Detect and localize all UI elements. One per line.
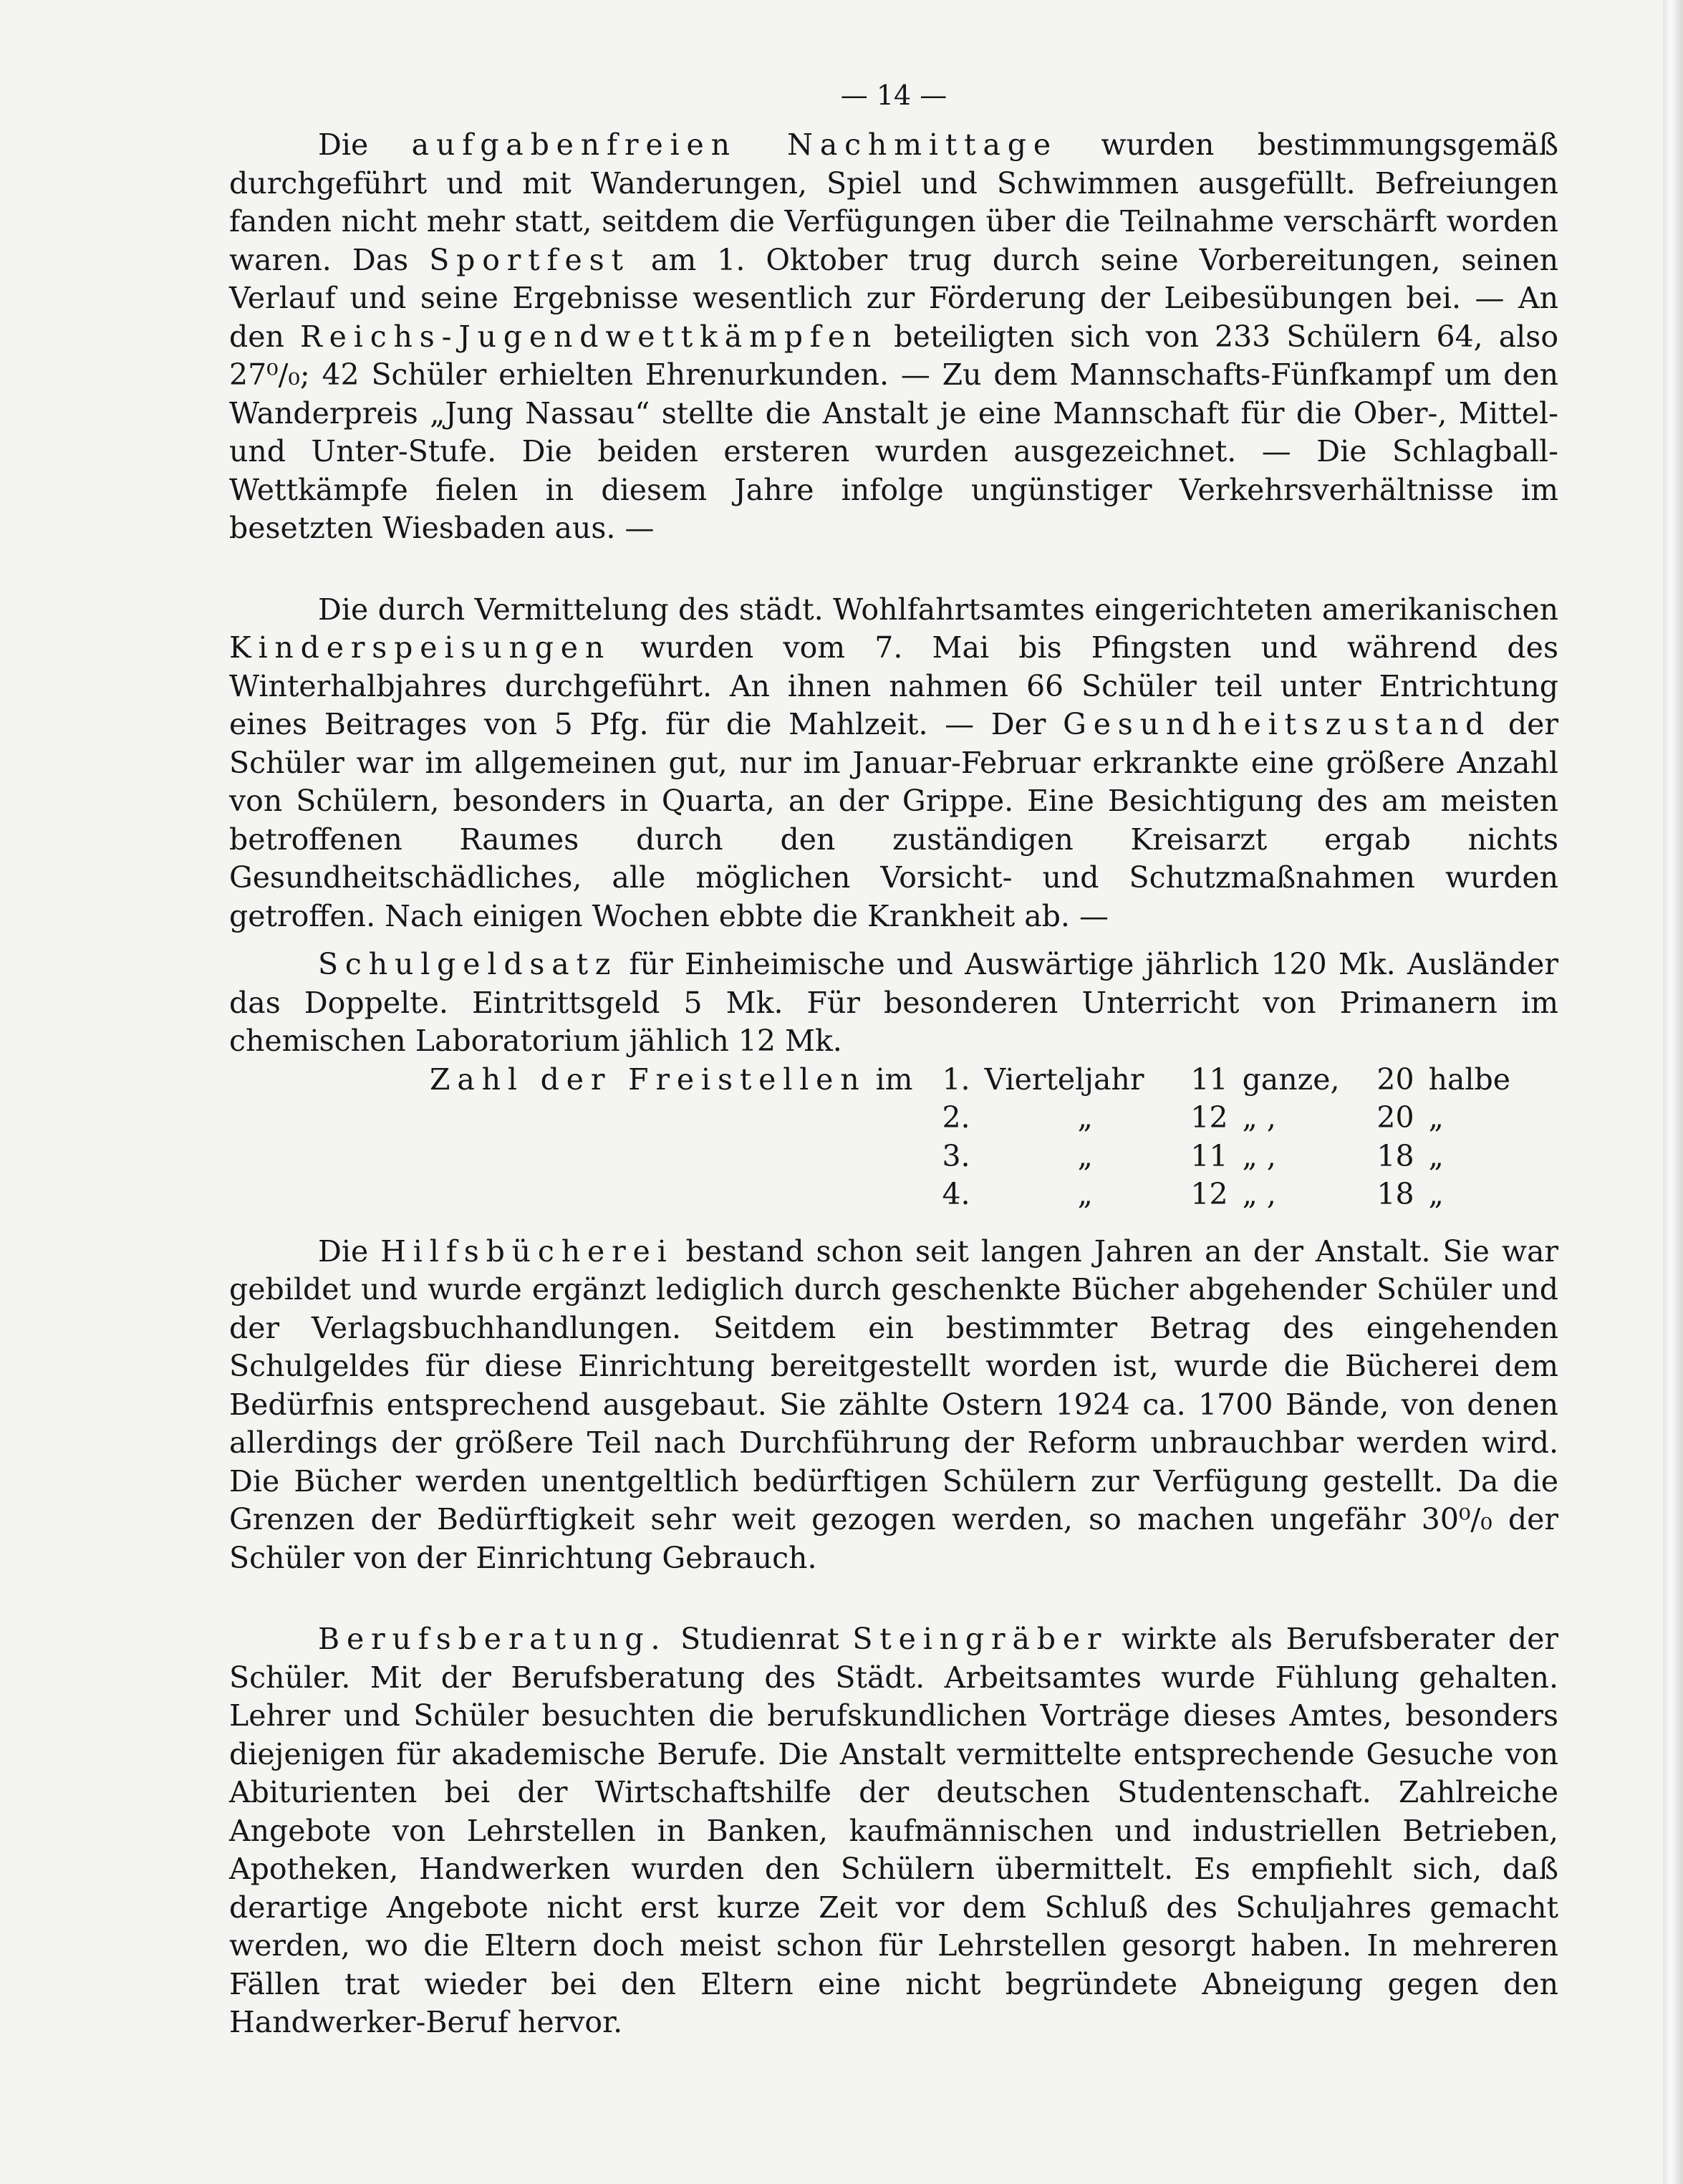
full-places-count: 12 — [1190, 1100, 1228, 1135]
p1-spaced-reichs-jugendwettkaempfe: Reichs-Jugendwettkämpfen — [299, 319, 879, 354]
p1-text-4: beteiligten sich von 233 Schülern 64, also 27⁰/₀; 42 Schüler erhielten Ehrenurkunden. — Zu dem Mannschafts-Fünfkampf um den Wanderpreis „Jung Nassau“ stellte die Anstalt je eine Mannschaft für die Ober-, Mittel- und Unter-Stufe. Die beiden ersteren wurden ausgezeichnet. — Die Schlagball-Wettkämpfe fielen in diesem Jahre infolge ungünstiger Verkehrsverhältnisse im besetzten Wiesbaden aus. — — [229, 319, 1559, 545]
p5-text-2: wirkte als Berufsberater der Schüler. Mit der Berufsberatung des Städt. Arbeitsamtes wurde Fühlung gehalten. Lehrer und Schüler besuchten die berufskundlichen Vorträge dieses Amtes, besonders diejenigen für akademische Berufe. Die Anstalt vermittelte entsprechende Gesuche von Abiturienten bei der Wirtschaftshilfe der deutschen Studentenschaft. Zahlreiche Angebote von Lehrstellen in Banken, kaufmännischen und industriellen Betrieben, Apotheken, Handwerken wurden den Schülern übermittelt. Es empfiehlt sich, daß derartige Angebote nicht erst kurze Zeit vor dem Schluß des Schuljahres gemacht werden, wo die Eltern doch meist schon für Lehrstellen gesorgt haben. In mehreren Fällen trat wieder bei den Eltern eine nicht begründete Abneigung gegen den Handwerker-Beruf hervor. — [229, 1622, 1558, 2039]
half-places-count: 20 — [1376, 1100, 1414, 1135]
freistellen-row — [423, 1099, 1518, 1137]
p1-spaced-sportfest: Sportfest — [429, 242, 630, 277]
full-places-count: 11 — [1190, 1062, 1228, 1097]
half-places-unit: „ — [1428, 1100, 1444, 1135]
paragraph-kinderspeisungen — [229, 591, 1558, 936]
full-places-count: 12 — [1190, 1177, 1228, 1211]
quarter-number: 4. — [942, 1177, 970, 1211]
p2-spaced-kinderspeisungen: Kinderspeisungen — [229, 630, 612, 665]
quarter-unit: „ — [1077, 1177, 1093, 1211]
p3-spaced-schulgeldsatz: Schulgeldsatz — [318, 947, 618, 981]
quarter-unit: „ — [1077, 1138, 1093, 1173]
p5-spaced-berufsberatung: Berufsberatung. — [318, 1622, 667, 1656]
paragraph-schulgeld — [229, 946, 1558, 1061]
half-places-count: 18 — [1376, 1177, 1414, 1211]
freistellen-row — [423, 1061, 1518, 1100]
full-places-unit: „ , — [1242, 1138, 1276, 1173]
page-number: — 14 — — [840, 80, 947, 111]
full-places-unit: ganze, — [1242, 1062, 1340, 1097]
freistellen-label-im: im — [866, 1062, 913, 1097]
p4-spaced-hilfsbuecherei: Hilfsbücherei — [380, 1233, 674, 1269]
freistellen-table — [423, 1061, 1518, 1214]
full-places-count: 11 — [1190, 1138, 1228, 1173]
freistellen-label-spaced: Zahl der Freistellen — [430, 1062, 867, 1097]
page-edge — [1663, 0, 1683, 2184]
paragraph-berufsberatung — [229, 1620, 1558, 2042]
full-places-unit: „ , — [1242, 1177, 1276, 1211]
freistellen-row — [423, 1175, 1518, 1214]
half-places-unit: „ — [1428, 1177, 1444, 1211]
full-places-unit: „ , — [1242, 1100, 1276, 1135]
quarter-number: 3. — [942, 1138, 970, 1173]
p3-text-1: für Einheimische und Auswärtige jährlich 120 Mk. Ausländer das Doppelte. Eintrittsgeld 5 Mk. Für besonderen Unterricht von Primanern im chemischen Laboratorium jählich 12 Mk. — [229, 947, 1558, 1058]
quarter-number: 2. — [942, 1100, 970, 1135]
p1-spaced-nachmittage: aufgabenfreien Nachmittage — [411, 128, 1058, 162]
half-places-unit: „ — [1428, 1138, 1444, 1173]
freistellen-label — [423, 1061, 920, 1100]
p2-text-1: Die durch Vermittelung des städt. Wohlfahrtsamtes eingerichteten amerikanischen — [318, 592, 1558, 627]
p1-text-3: am 1. Oktober trug durch seine Vorbereitungen, seinen Verlauf und seine Ergebnisse wesentlich zur Förderung der Leibesübungen bei. — An den — [229, 242, 1558, 354]
p5-spaced-steingraeber: Steingräber — [852, 1622, 1109, 1656]
quarter-unit: „ — [1077, 1100, 1093, 1135]
quarter-unit: Vierteljahr — [984, 1062, 1144, 1097]
p2-text-2: wurden vom 7. Mai bis Pfingsten und während des Winterhalbjahres durchgeführt. An ihnen nahmen 66 Schüler teil unter Entrichtung eines Beitrages von 5 Pfg. für die Mahlzeit. — Der — [229, 630, 1558, 741]
document-page — [229, 79, 1558, 2042]
freistellen-row — [423, 1137, 1518, 1176]
p5-text-1: Studienrat — [667, 1622, 853, 1656]
paragraph-sport — [229, 126, 1558, 548]
half-places-count: 20 — [1376, 1062, 1414, 1097]
p2-spaced-gesundheitszustand: Gesundheitszustand — [1063, 707, 1492, 741]
p1-text-2: wurden bestimmungsgemäß durchgeführt und mit Wanderungen, Spiel und Schwimmen ausgefüllt. Befreiungen fanden nicht mehr statt, seitdem die Verfügungen über die Teilnahme verschärft worden waren. Das — [229, 128, 1559, 277]
quarter-number: 1. — [942, 1062, 970, 1097]
p4-text-2: bestand schon seit langen Jahren an der Anstalt. Sie war gebildet und wurde ergänzt lediglich durch geschenkte Bücher abgehender Schüler und der Verlagsbuchhandlungen. Seitdem ein bestimmter Betrag des eingehenden Schulgeldes für diese Einrichtung bereitgestellt worden ist, wurde die Bücherei dem Bedürfnis entsprechend ausgebaut. Sie zählte Ostern 1924 ca. 1700 Bände, von denen allerdings der größere Teil nach Durchführung der Reform unbrauchbar werden wird. Die Bücher werden unentgeltlich bedürftigen Schülern zur Verfügung gestellt. Da die Grenzen der Bedürftigkeit sehr weit gezogen werden, so machen ungefähr 30⁰/₀ der Schüler von der Einrichtung Gebrauch. — [229, 1233, 1558, 1575]
half-places-count: 18 — [1376, 1138, 1414, 1173]
p1-text-1: Die — [318, 128, 412, 162]
p4-text-1: Die — [318, 1233, 381, 1269]
half-places-unit: halbe — [1428, 1062, 1511, 1097]
p2-text-3: der Schüler war im allgemeinen gut, nur im Januar-Februar erkrankte eine größere Anzahl von Schülern, besonders in Quarta, an der Grippe. Eine Besichtigung des am meisten betroffenen Raumes durch den zuständigen Kreisarzt ergab nichts Gesundheitschädliches, alle möglichen Vorsicht- und Schutzmaßnahmen wurden getroffen. Nach einigen Wochen ebbte die Krankheit ab. — — [229, 707, 1558, 933]
paragraph-hilfsbuecherei — [229, 1233, 1558, 1578]
